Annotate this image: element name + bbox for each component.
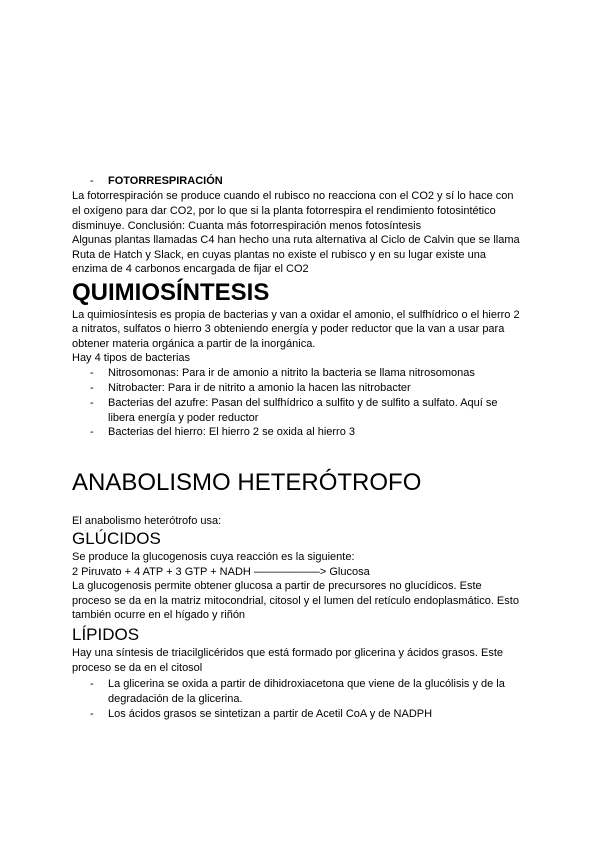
paragraph-line: el oxígeno para dar CO2, por lo que si la planta fotorrespira el rendimiento fotosintético [72, 205, 496, 217]
list-item-text: Bacterias del azufre: Pasan del sulfhídrico a sulfito y de sulfito a sulfato. Aquí se [108, 397, 498, 409]
reaction-equation: 2 Piruvato + 4 ATP + 3 GTP + NADH ——————> Glucosa [72, 566, 370, 578]
quimiosintesis-title: QUIMIOSÍNTESIS [72, 279, 270, 306]
paragraph-line: Se produce la glucogenosis cuya reacción es la siguiente: [72, 551, 355, 563]
bullet-dash: - [90, 397, 94, 409]
list-item-text: Los ácidos grasos se sintetizan a partir de Acetil CoA y de NADPH [108, 708, 433, 720]
paragraph-line: Ruta de Hatch y Slack, en cuyas plantas no existe el rubisco y en su lugar existe una [72, 249, 486, 261]
paragraph-line: La quimiosíntesis es propia de bacterias y van a oxidar el amonio, el sulfhídrico o el hierro 2 [72, 309, 520, 321]
bullet-dash: - [90, 367, 94, 379]
fotorrespiracion-heading: FOTORRESPIRACIÓN [108, 175, 223, 187]
paragraph-line: La fotorrespiración se produce cuando el rubisco no reacciona con el CO2 y sí lo hace con [72, 190, 514, 202]
bacteria-list-item [90, 366, 530, 381]
bullet-dash: - [90, 382, 94, 394]
lipidos-title: LÍPIDOS [72, 625, 140, 644]
anabolismo-intro: El anabolismo heterótrofo usa: [72, 515, 222, 527]
paragraph-line: La glucogenosis permite obtener glucosa a partir de precursores no glucídicos. Este [72, 580, 482, 592]
paragraph-line: proceso se da en la matriz mitocondrial, citosol y el lumen del retículo endoplasmático. Esto [72, 595, 519, 607]
bacteria-list-item [90, 425, 530, 440]
paragraph-line: Hay una síntesis de triacilglicéridos que está formado por glicerina y ácidos grasos. Este [72, 647, 504, 659]
list-item-text: Bacterias del hierro: El hierro 2 se oxida al hierro 3 [108, 426, 356, 438]
lipidos-list-item [90, 677, 530, 706]
list-item-text-cont: libera energía y poder reductor [108, 411, 259, 424]
list-item-text: Nitrosomonas: Para ir de amonio a nitrito la bacteria se llama nitrosomonas [108, 367, 475, 379]
paragraph-line: Algunas plantas llamadas C4 han hecho una ruta alternativa al Ciclo de Calvin que se llama [72, 234, 520, 246]
paragraph-line: obtener materia orgánica a partir de la inorgánica. [72, 338, 316, 350]
list-item-text: La glicerina se oxida a partir de dihidroxiacetona que viene de la glucólisis y de la [108, 678, 505, 690]
bullet-dash: - [90, 708, 94, 720]
paragraph-line: Hay 4 tipos de bacterias [72, 352, 191, 364]
lipidos-list-item [90, 707, 530, 722]
bacteria-list-item [90, 396, 530, 425]
paragraph-line: proceso se da en el citosol [72, 662, 203, 674]
paragraph-line: enzima de 4 carbonos encargada de fijar el CO2 [72, 263, 309, 275]
paragraph-line: a nitratos, sulfatos o hierro 3 obteniendo energía y poder reductor que la van a usar para [72, 323, 505, 335]
fotorrespiracion-heading-row [90, 174, 530, 189]
list-item-text: Nitrobacter: Para ir de nitrito a amonio la hacen las nitrobacter [108, 382, 411, 394]
bullet-dash: - [90, 678, 94, 690]
bullet-dash: - [90, 426, 94, 438]
bullet-dash: - [90, 175, 94, 187]
bacteria-list-item [90, 381, 530, 396]
list-item-text-cont: degradación de la glicerina. [108, 692, 243, 705]
anabolismo-title: ANABOLISMO HETERÓTROFO [72, 469, 422, 496]
glucidos-title: GLÚCIDOS [72, 529, 161, 548]
paragraph-line: también ocurre en el hígado y riñón [72, 609, 246, 621]
paragraph-line: disminuye. Conclusión: Cuanta más fotorrespiración menos fotosíntesis [72, 220, 422, 232]
